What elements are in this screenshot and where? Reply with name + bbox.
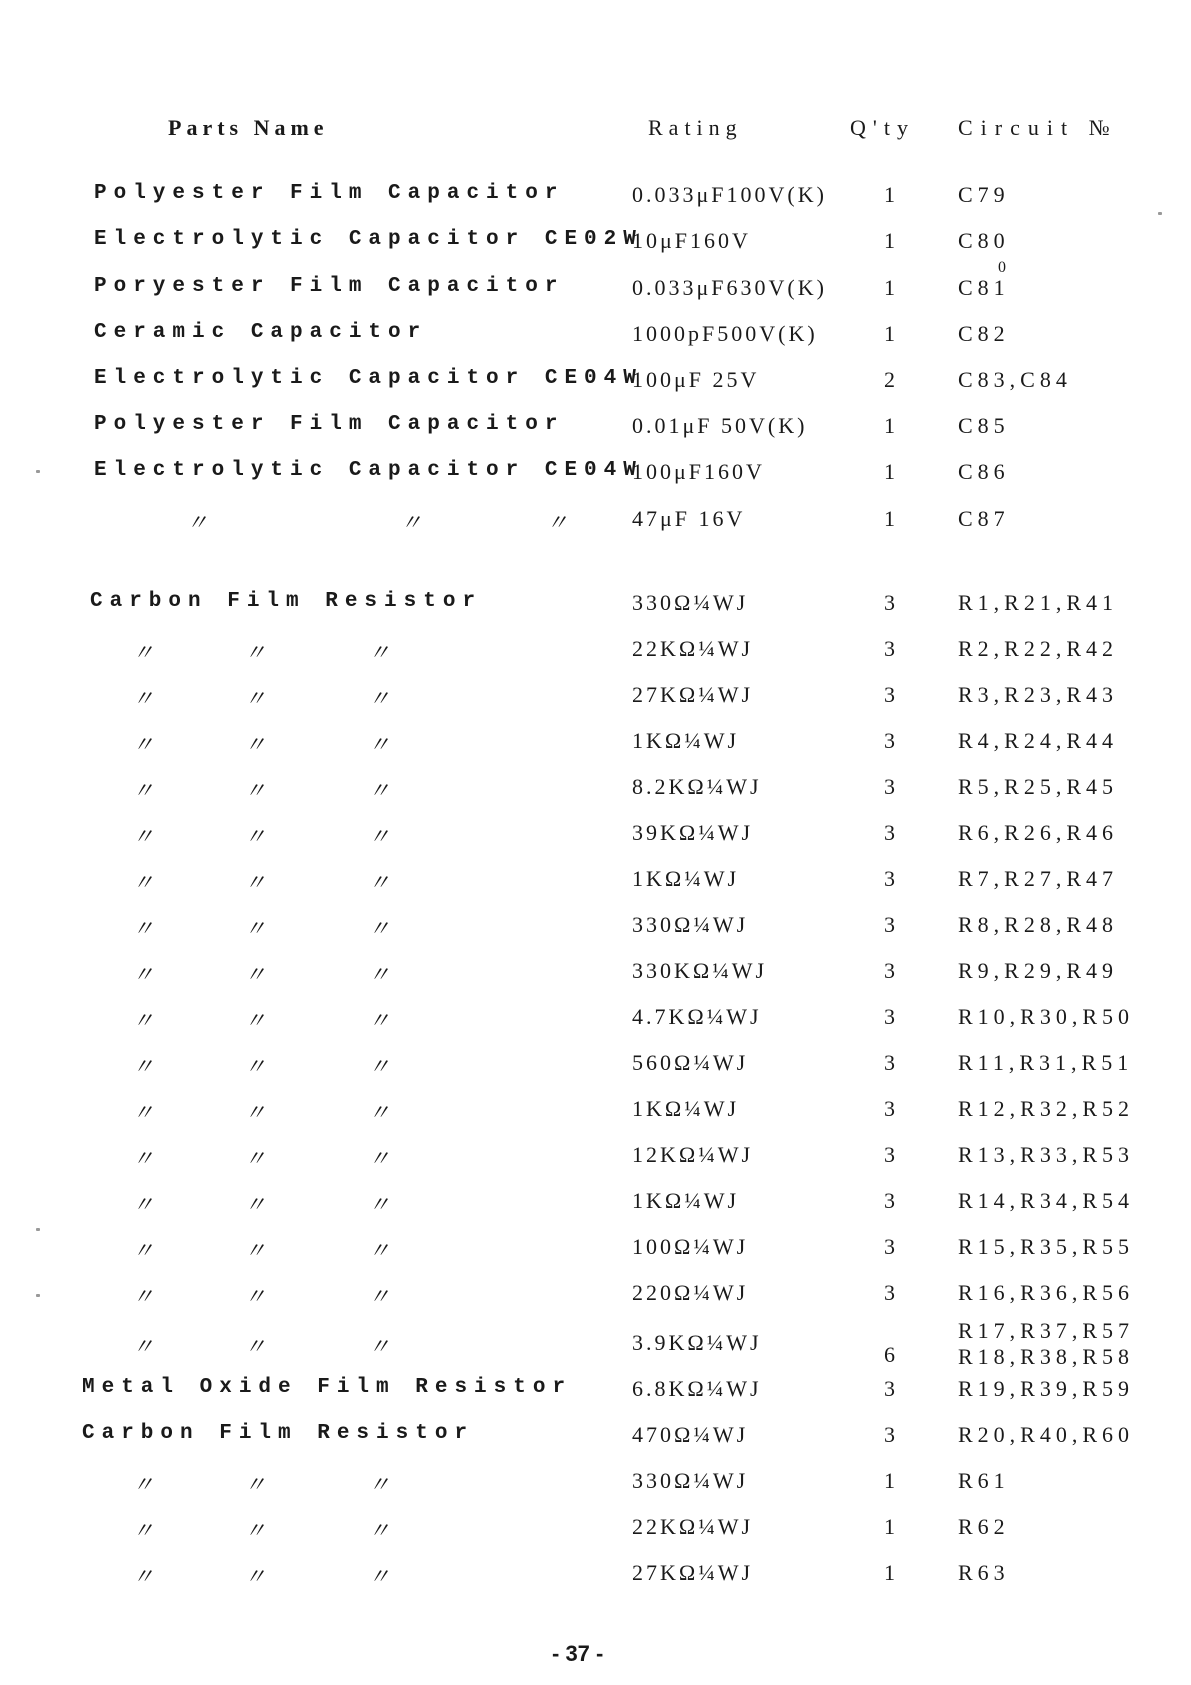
- table-row: [0, 774, 1191, 814]
- part-circuit: R19,R39,R59: [958, 1376, 1135, 1401]
- part-circuit: R4,R24,R44: [958, 728, 1119, 753]
- part-name: Polyester Film Capacitor: [94, 182, 565, 205]
- table-row: [0, 682, 1191, 722]
- part-rating: 0.033μF630V(K): [632, 275, 827, 300]
- part-name: Electrolytic Capacitor CE04W: [94, 367, 643, 390]
- part-rating: 10μF160V: [632, 228, 751, 253]
- part-rating: 1KΩ¼WJ: [632, 1096, 740, 1121]
- part-qty: 1: [884, 459, 895, 484]
- part-qty: 1: [884, 1560, 895, 1585]
- part-rating: 560Ω¼WJ: [632, 1050, 749, 1075]
- ditto-mark: 〃: [244, 1518, 267, 1543]
- table-row: [0, 413, 1191, 453]
- table-row: [0, 1280, 1191, 1320]
- part-rating: 1KΩ¼WJ: [632, 866, 740, 891]
- part-rating: 1KΩ¼WJ: [632, 1188, 740, 1213]
- ditto-mark: 〃: [244, 962, 267, 987]
- scan-speck: [36, 1294, 40, 1297]
- part-qty: 3: [884, 958, 895, 983]
- part-circuit: R20,R40,R60: [958, 1422, 1135, 1447]
- part-qty: 3: [884, 1142, 895, 1167]
- part-rating: 330KΩ¼WJ: [632, 958, 768, 983]
- header-rating: Rating: [648, 115, 743, 140]
- ditto-mark: 〃: [546, 510, 569, 535]
- ditto-mark: 〃: [244, 1334, 267, 1359]
- table-row: [0, 367, 1191, 407]
- ditto-mark: 〃: [244, 1008, 267, 1033]
- ditto-mark: 〃: [368, 1238, 391, 1263]
- circuit-superscript: 0: [998, 259, 1006, 276]
- part-rating: 0.01μF 50V(K): [632, 413, 808, 438]
- table-row: [0, 866, 1191, 906]
- part-name: Electrolytic Capacitor CE02W: [94, 228, 643, 251]
- part-name: Poryester Film Capacitor: [94, 275, 565, 298]
- ditto-mark: 〃: [368, 732, 391, 757]
- ditto-mark: 〃: [368, 870, 391, 895]
- ditto-mark: 〃: [400, 510, 423, 535]
- part-qty: 1: [884, 1514, 895, 1539]
- part-name: Polyester Film Capacitor: [94, 413, 565, 436]
- part-rating: 330Ω¼WJ: [632, 912, 749, 937]
- ditto-mark: 〃: [132, 1146, 155, 1171]
- ditto-mark: 〃: [132, 1008, 155, 1033]
- table-row: [0, 1188, 1191, 1228]
- part-qty: 3: [884, 1188, 895, 1213]
- part-rating: 470Ω¼WJ: [632, 1422, 749, 1447]
- table-row: [0, 1560, 1191, 1600]
- ditto-mark: 〃: [132, 1284, 155, 1309]
- part-rating: 47μF 16V: [632, 506, 746, 531]
- ditto-mark: 〃: [132, 870, 155, 895]
- table-row: [0, 1422, 1191, 1462]
- ditto-mark: 〃: [368, 824, 391, 849]
- page-number: - 37 -: [552, 1641, 604, 1666]
- ditto-mark: 〃: [244, 1146, 267, 1171]
- ditto-mark: 〃: [368, 778, 391, 803]
- part-rating: 6.8KΩ¼WJ: [632, 1376, 762, 1401]
- ditto-mark: 〃: [244, 870, 267, 895]
- part-circuit: R14,R34,R54: [958, 1188, 1135, 1213]
- ditto-mark: 〃: [132, 962, 155, 987]
- ditto-mark: 〃: [368, 1054, 391, 1079]
- ditto-mark: 〃: [132, 824, 155, 849]
- part-qty: 3: [884, 1422, 895, 1447]
- table-row: [0, 182, 1191, 222]
- ditto-mark: 〃: [132, 1192, 155, 1217]
- part-rating: 12KΩ¼WJ: [632, 1142, 754, 1167]
- part-circuit: R63: [958, 1560, 1010, 1585]
- part-rating: 39KΩ¼WJ: [632, 820, 754, 845]
- header-circuit: Circuit №: [958, 115, 1118, 140]
- part-circuit: C79: [958, 182, 1010, 207]
- part-qty: 3: [884, 1004, 895, 1029]
- ditto-mark: 〃: [132, 778, 155, 803]
- ditto-mark: 〃: [368, 1564, 391, 1589]
- part-qty: 1: [884, 228, 895, 253]
- part-circuit: R17,R37,R57: [958, 1318, 1135, 1343]
- part-circuit: R61: [958, 1468, 1010, 1493]
- ditto-mark: 〃: [368, 640, 391, 665]
- ditto-mark: 〃: [132, 686, 155, 711]
- part-qty: 3: [884, 728, 895, 753]
- part-qty: 1: [884, 413, 895, 438]
- part-name: Carbon Film Resistor: [82, 1422, 475, 1445]
- ditto-mark: 〃: [368, 1334, 391, 1359]
- table-row: [0, 1050, 1191, 1090]
- part-rating: 100μF160V: [632, 459, 765, 484]
- ditto-mark: 〃: [244, 916, 267, 941]
- part-circuit: C81: [958, 275, 1010, 300]
- part-qty: 3: [884, 590, 895, 615]
- ditto-mark: 〃: [132, 916, 155, 941]
- part-rating: 100Ω¼WJ: [632, 1234, 749, 1259]
- part-circuit: R7,R27,R47: [958, 866, 1119, 891]
- table-row: [0, 459, 1191, 499]
- ditto-mark: 〃: [244, 1054, 267, 1079]
- part-rating: 8.2KΩ¼WJ: [632, 774, 762, 799]
- table-row: [0, 1234, 1191, 1274]
- part-rating: 1000pF500V(K): [632, 321, 818, 346]
- part-qty: 3: [884, 774, 895, 799]
- ditto-mark: 〃: [132, 1472, 155, 1497]
- part-circuit: R10,R30,R50: [958, 1004, 1135, 1029]
- ditto-mark: 〃: [132, 1564, 155, 1589]
- part-qty: 3: [884, 636, 895, 661]
- part-circuit: R11,R31,R51: [958, 1050, 1134, 1075]
- part-rating: 330Ω¼WJ: [632, 1468, 749, 1493]
- table-row: [0, 1318, 1191, 1370]
- ditto-mark: 〃: [368, 1146, 391, 1171]
- ditto-mark: 〃: [368, 1284, 391, 1309]
- table-row: [0, 1004, 1191, 1044]
- part-name: Metal Oxide Film Resistor: [82, 1376, 573, 1399]
- part-circuit: R12,R32,R52: [958, 1096, 1135, 1121]
- part-circuit: C82: [958, 321, 1010, 346]
- part-circuit: C80: [958, 228, 1010, 253]
- part-circuit: R16,R36,R56: [958, 1280, 1135, 1305]
- table-row: [0, 228, 1191, 268]
- ditto-mark: 〃: [244, 1284, 267, 1309]
- part-rating: 330Ω¼WJ: [632, 590, 749, 615]
- part-circuit: C83,C84: [958, 367, 1072, 392]
- table-row: [0, 1096, 1191, 1136]
- part-circuit: R9,R29,R49: [958, 958, 1119, 983]
- ditto-mark: 〃: [186, 510, 209, 535]
- ditto-mark: 〃: [244, 640, 267, 665]
- part-circuit: R3,R23,R43: [958, 682, 1119, 707]
- part-rating: 22KΩ¼WJ: [632, 1514, 754, 1539]
- part-qty: 3: [884, 820, 895, 845]
- part-rating: 27KΩ¼WJ: [632, 682, 754, 707]
- part-circuit: R62: [958, 1514, 1010, 1539]
- ditto-mark: 〃: [244, 1564, 267, 1589]
- part-qty: 6: [884, 1342, 895, 1367]
- table-row: [0, 636, 1191, 676]
- part-rating: 0.033μF100V(K): [632, 182, 827, 207]
- table-row: [0, 1376, 1191, 1416]
- table-row: [0, 1468, 1191, 1508]
- ditto-mark: 〃: [244, 732, 267, 757]
- ditto-mark: 〃: [132, 1238, 155, 1263]
- part-rating: 100μF 25V: [632, 367, 760, 392]
- table-row: [0, 1514, 1191, 1554]
- part-qty: 3: [884, 912, 895, 937]
- ditto-mark: 〃: [132, 640, 155, 665]
- ditto-mark: 〃: [244, 1100, 267, 1125]
- part-qty: 3: [884, 866, 895, 891]
- part-circuit: R15,R35,R55: [958, 1234, 1135, 1259]
- part-qty: 3: [884, 1280, 895, 1305]
- part-qty: 3: [884, 1376, 895, 1401]
- ditto-mark: 〃: [368, 1518, 391, 1543]
- part-rating: 220Ω¼WJ: [632, 1280, 749, 1305]
- table-row: [0, 321, 1191, 361]
- part-name: Electrolytic Capacitor CE04W: [94, 459, 643, 482]
- scan-speck: [1158, 212, 1162, 215]
- scan-speck: [36, 470, 40, 473]
- ditto-mark: 〃: [244, 686, 267, 711]
- ditto-mark: 〃: [244, 1472, 267, 1497]
- table-row: [0, 1142, 1191, 1182]
- ditto-mark: 〃: [368, 916, 391, 941]
- part-rating: 22KΩ¼WJ: [632, 636, 754, 661]
- part-circuit-line2: R18,R38,R58: [958, 1344, 1135, 1369]
- part-rating: 27KΩ¼WJ: [632, 1560, 754, 1585]
- table-row: [0, 912, 1191, 952]
- table-row: [0, 820, 1191, 860]
- ditto-mark: 〃: [244, 1192, 267, 1217]
- part-qty: 3: [884, 682, 895, 707]
- part-name: Ceramic Capacitor: [94, 321, 428, 344]
- part-circuit: R13,R33,R53: [958, 1142, 1135, 1167]
- part-qty: 3: [884, 1050, 895, 1075]
- scan-speck: [36, 1228, 40, 1231]
- ditto-mark: 〃: [132, 732, 155, 757]
- table-row: [0, 506, 1191, 546]
- part-circuit: R6,R26,R46: [958, 820, 1119, 845]
- part-rating: 1KΩ¼WJ: [632, 728, 740, 753]
- part-circuit: C86: [958, 459, 1010, 484]
- ditto-mark: 〃: [368, 1100, 391, 1125]
- ditto-mark: 〃: [368, 1472, 391, 1497]
- ditto-mark: 〃: [368, 962, 391, 987]
- part-qty: 2: [884, 367, 895, 392]
- ditto-mark: 〃: [368, 1192, 391, 1217]
- header-parts-name: Parts Name: [168, 115, 329, 140]
- part-qty: 1: [884, 182, 895, 207]
- part-qty: 3: [884, 1096, 895, 1121]
- part-circuit: R8,R28,R48: [958, 912, 1119, 937]
- part-circuit: R5,R25,R45: [958, 774, 1119, 799]
- ditto-mark: 〃: [132, 1054, 155, 1079]
- part-rating: 3.9KΩ¼WJ: [632, 1330, 762, 1355]
- ditto-mark: 〃: [368, 1008, 391, 1033]
- ditto-mark: 〃: [368, 686, 391, 711]
- part-qty: 3: [884, 1234, 895, 1259]
- table-row: [0, 958, 1191, 998]
- part-qty: 1: [884, 506, 895, 531]
- table-row: [0, 728, 1191, 768]
- part-circuit: R1,R21,R41: [958, 590, 1119, 615]
- table-row: [0, 590, 1191, 630]
- part-circuit: C87: [958, 506, 1010, 531]
- ditto-mark: 〃: [244, 824, 267, 849]
- ditto-mark: 〃: [132, 1518, 155, 1543]
- part-qty: 1: [884, 275, 895, 300]
- ditto-mark: 〃: [244, 1238, 267, 1263]
- header-qty: Q'ty: [850, 115, 915, 140]
- ditto-mark: 〃: [132, 1334, 155, 1359]
- table-row: [0, 259, 1191, 315]
- part-name: Carbon Film Resistor: [90, 590, 483, 613]
- ditto-mark: 〃: [244, 778, 267, 803]
- ditto-mark: 〃: [132, 1100, 155, 1125]
- part-circuit: C85: [958, 413, 1010, 438]
- part-qty: 1: [884, 321, 895, 346]
- part-circuit: R2,R22,R42: [958, 636, 1119, 661]
- part-qty: 1: [884, 1468, 895, 1493]
- part-rating: 4.7KΩ¼WJ: [632, 1004, 762, 1029]
